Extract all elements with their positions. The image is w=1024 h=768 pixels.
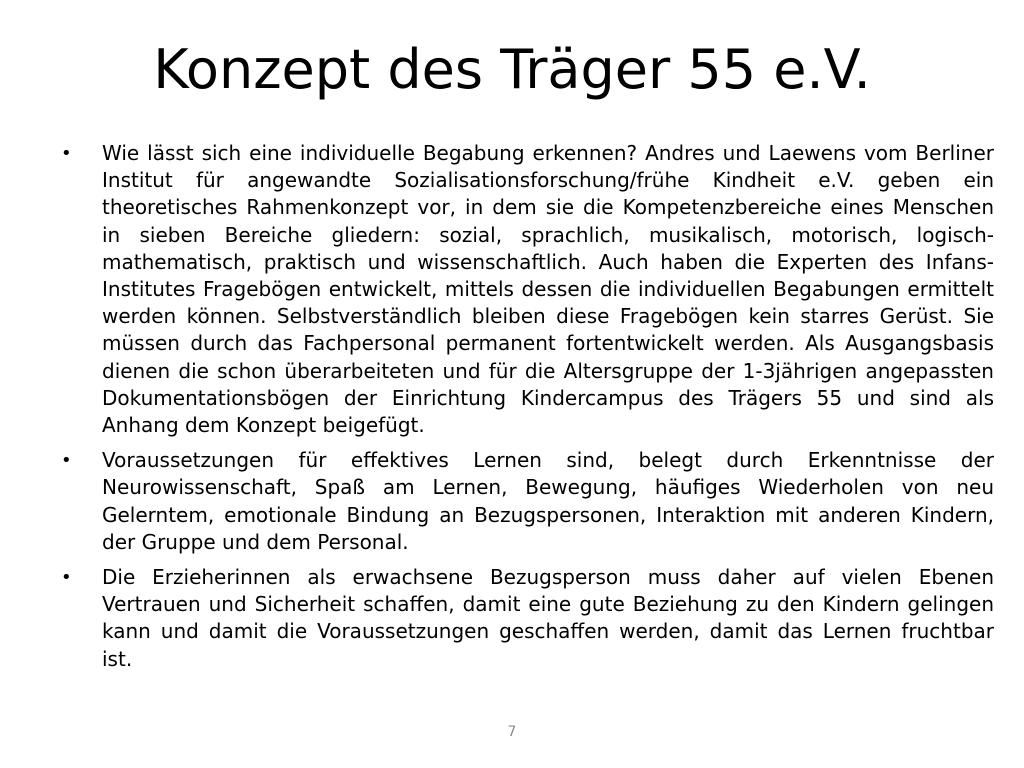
bullet-item xyxy=(61,447,994,556)
bullet-dot-icon: • xyxy=(61,450,72,472)
bullet-text: Voraussetzungen für effektives Lernen sind, belegt durch Erkenntnisse der Neurowissenschaft, Spaß am Lernen, Bewegung, häufiges Wiederholen von neu Gelerntem, emotionale Bindung an Bezugspersonen, Interaktion mit anderen Kindern, der Gruppe und dem Personal. xyxy=(102,448,994,554)
slide-title: Konzept des Träger 55 e.V. xyxy=(153,38,871,101)
bullet-text: Wie lässt sich eine individuelle Begabung erkennen? Andres und Laewens vom Berliner Institut für angewandte Sozialisationsforschung/frühe Kindheit e.V. geben ein theoretisches Rahmenkonzept vor, in dem sie die Kompetenzbereiche eines Menschen in sieben Bereiche gliedern: sozial, sprachlich, musikalisch, motorisch, logisch-mathematisch, praktisch und wissenschaftlich. Auch haben die Experten des Infans-Institutes Fragebögen entwickelt, mittels dessen die individuellen Begabungen ermittelt werden können. Selbstverständlich bleiben diese Fragebögen kein starres Gerüst. Sie müssen durch das Fachpersonal permanent fortentwickelt werden. Als Ausgangsbasis dienen die schon überarbeiteten und für die Altersgruppe der 1-3jährigen angepassten Dokumentationsbögen der Einrichtung Kindercampus des Trägers 55 und sind als Anhang dem Konzept beigefügt. xyxy=(102,141,994,438)
bullet-list xyxy=(61,140,994,681)
bullet-item xyxy=(61,140,994,439)
bullet-dot-icon: • xyxy=(61,143,72,164)
page-number: 7 xyxy=(507,724,517,740)
bullet-item xyxy=(61,564,994,673)
bullet-dot-icon: • xyxy=(61,567,72,589)
bullet-text: Die Erzieherinnen als erwachsene Bezugsperson muss daher auf vielen Ebenen Vertrauen und Sicherheit schaffen, damit eine gute Beziehung zu den Kindern gelingen kann und damit die Voraussetzungen geschaffen werden, damit das Lernen fruchtbar ist. xyxy=(102,565,994,671)
